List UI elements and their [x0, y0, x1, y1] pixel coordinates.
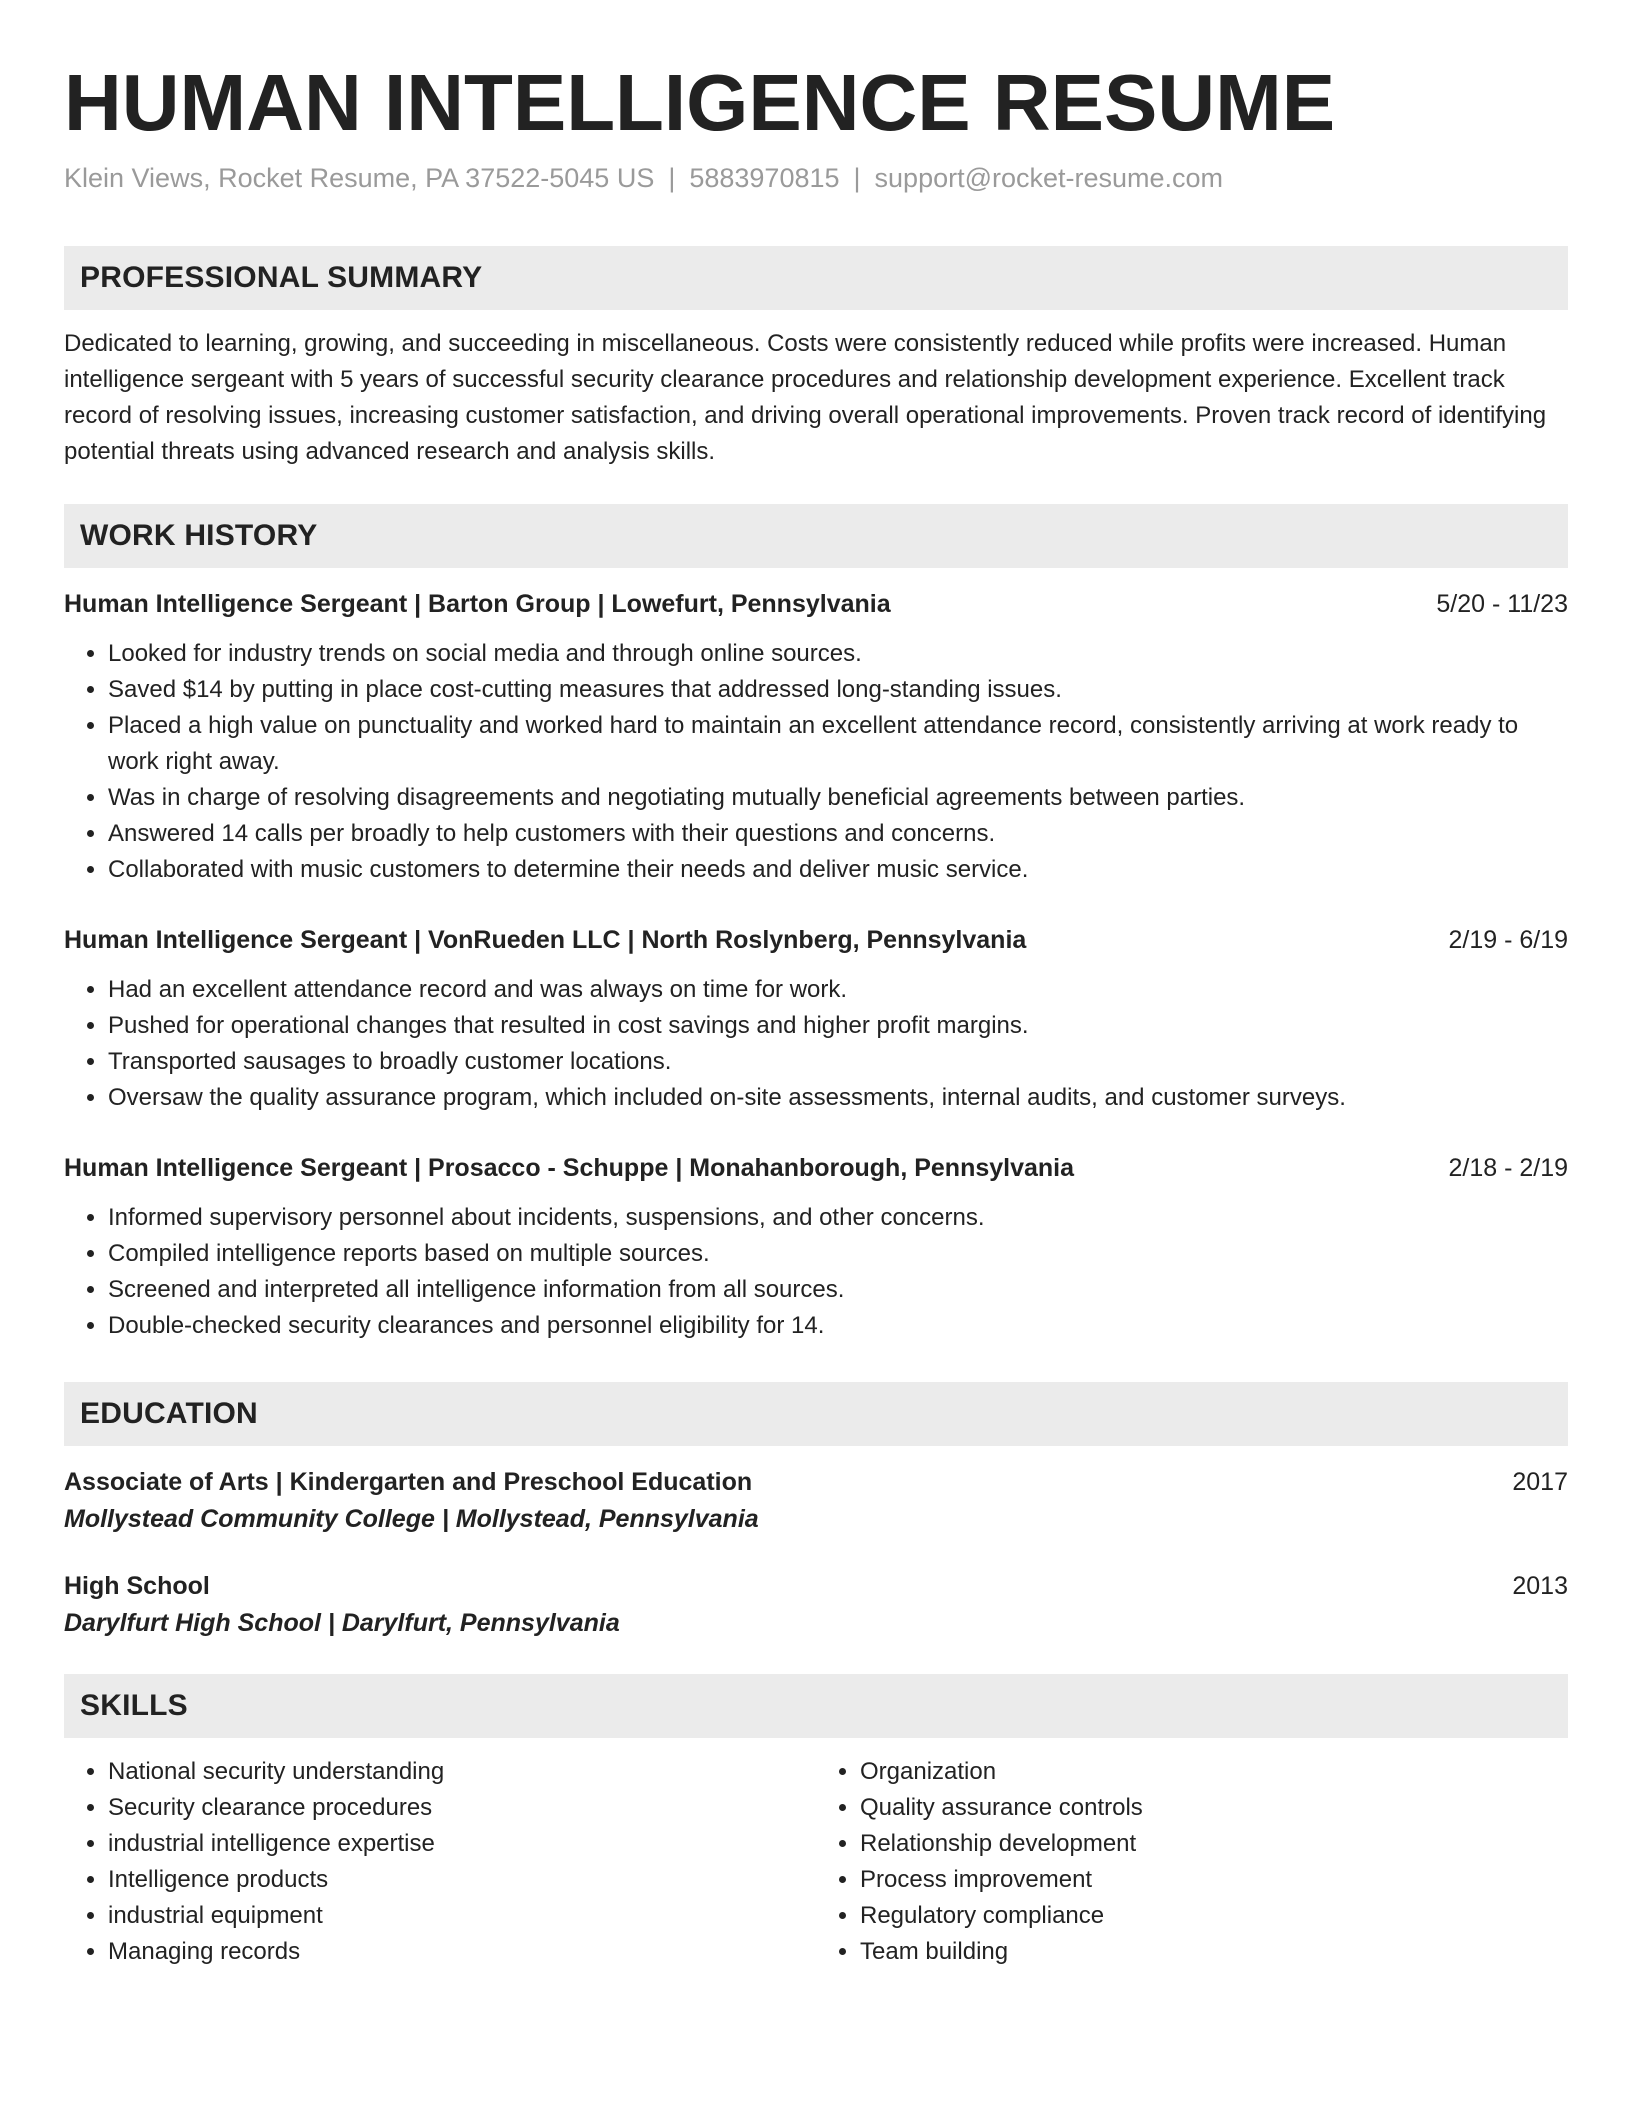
skills-list [64, 1754, 1568, 1970]
skills-column-right [816, 1754, 1568, 1970]
skill-item: • Organization [860, 1754, 1568, 1790]
contact-line [64, 160, 1568, 196]
job-bullet: • Saved $14 by putting in place cost-cutting measures that addressed long-standing issues. [108, 672, 1568, 708]
skill-item: • Security clearance procedures [108, 1790, 816, 1826]
education-degree: Associate of Arts | Kindergarten and Preschool Education [64, 1468, 753, 1496]
job-bullet: • Screened and interpreted all intelligence information from all sources. [108, 1272, 1568, 1308]
contact-separator: | [668, 163, 676, 193]
contact-address: Klein Views, Rocket Resume, PA 37522-5045 US [64, 163, 655, 193]
skill-item: • Managing records [108, 1934, 816, 1970]
skill-item: • industrial equipment [108, 1898, 816, 1934]
skills-column-left [64, 1754, 816, 1970]
job-dates: 2/18 - 2/19 [1448, 1154, 1568, 1182]
section-heading-education: EDUCATION [64, 1382, 1568, 1446]
job-bullet: • Double-checked security clearances and personnel eligibility for 14. [108, 1308, 1568, 1344]
job-bullets [64, 972, 1568, 1116]
education-degree: High School [64, 1572, 210, 1600]
education-entry [64, 1568, 1568, 1642]
section-heading-work: WORK HISTORY [64, 504, 1568, 568]
job-bullets [64, 636, 1568, 888]
education-year: 2013 [1512, 1572, 1568, 1600]
job-title: Human Intelligence Sergeant | VonRueden LLC | North Roslynberg, Pennsylvania [64, 926, 1027, 954]
skill-item: • Team building [860, 1934, 1568, 1970]
job-entry [64, 922, 1568, 1116]
job-title: Human Intelligence Sergeant | Barton Group | Lowefurt, Pennsylvania [64, 590, 891, 618]
education-entry [64, 1464, 1568, 1538]
job-bullet: • Answered 14 calls per broadly to help customers with their questions and concerns. [108, 816, 1568, 852]
job-dates: 5/20 - 11/23 [1436, 590, 1568, 618]
job-bullet: • Transported sausages to broadly customer locations. [108, 1044, 1568, 1080]
job-header [64, 586, 1568, 622]
contact-phone: 5883970815 [689, 163, 840, 193]
skill-item: • Quality assurance controls [860, 1790, 1568, 1826]
job-dates: 2/19 - 6/19 [1448, 926, 1568, 954]
job-bullet: • Placed a high value on punctuality and worked hard to maintain an excellent attendance record, consistently arriving at work ready to work right away. [108, 708, 1568, 780]
skill-item: • Relationship development [860, 1826, 1568, 1862]
job-bullet: • Oversaw the quality assurance program, which included on-site assessments, internal audits, and customer surveys. [108, 1080, 1568, 1116]
section-heading-summary: PROFESSIONAL SUMMARY [64, 246, 1568, 310]
education-school: Darylfurt High School | Darylfurt, Pennsylvania [64, 1609, 620, 1637]
job-header [64, 922, 1568, 958]
job-bullet: • Had an excellent attendance record and was always on time for work. [108, 972, 1568, 1008]
resume-name: HUMAN INTELLIGENCE RESUME [64, 58, 1336, 147]
job-bullets [64, 1200, 1568, 1344]
job-bullet: • Was in charge of resolving disagreements and negotiating mutually beneficial agreements between parties. [108, 780, 1568, 816]
education-year: 2017 [1512, 1468, 1568, 1496]
job-bullet: • Compiled intelligence reports based on multiple sources. [108, 1236, 1568, 1272]
job-entry [64, 586, 1568, 888]
job-bullet: • Collaborated with music customers to determine their needs and deliver music service. [108, 852, 1568, 888]
skill-item: • industrial intelligence expertise [108, 1826, 816, 1862]
skill-item: • Regulatory compliance [860, 1898, 1568, 1934]
summary-text: Dedicated to learning, growing, and succeeding in miscellaneous. Costs were consistently reduced while profits were increased. Human intelligence sergeant with 5 years of successful security clearance procedures and relationship development experience. Excellent track record of resolving issues, increasing customer satisfaction, and driving overall operational improvements. Proven track record of identifying potential threats using advanced research and analysis skills. [64, 330, 1547, 465]
job-title: Human Intelligence Sergeant | Prosacco - Schuppe | Monahanborough, Pennsylvania [64, 1154, 1075, 1182]
job-header [64, 1150, 1568, 1186]
skill-item: • National security understanding [108, 1754, 816, 1790]
section-heading-skills: SKILLS [64, 1674, 1568, 1738]
job-entry [64, 1150, 1568, 1344]
education-header [64, 1568, 1568, 1604]
job-bullet: • Pushed for operational changes that resulted in cost savings and higher profit margins. [108, 1008, 1568, 1044]
job-bullet: • Informed supervisory personnel about incidents, suspensions, and other concerns. [108, 1200, 1568, 1236]
contact-email: support@rocket-resume.com [874, 163, 1224, 193]
contact-separator: | [853, 163, 861, 193]
job-bullet: • Looked for industry trends on social media and through online sources. [108, 636, 1568, 672]
skill-item: • Intelligence products [108, 1862, 816, 1898]
skill-item: • Process improvement [860, 1862, 1568, 1898]
education-header [64, 1464, 1568, 1500]
education-school: Mollystead Community College | Mollystead, Pennsylvania [64, 1505, 759, 1533]
